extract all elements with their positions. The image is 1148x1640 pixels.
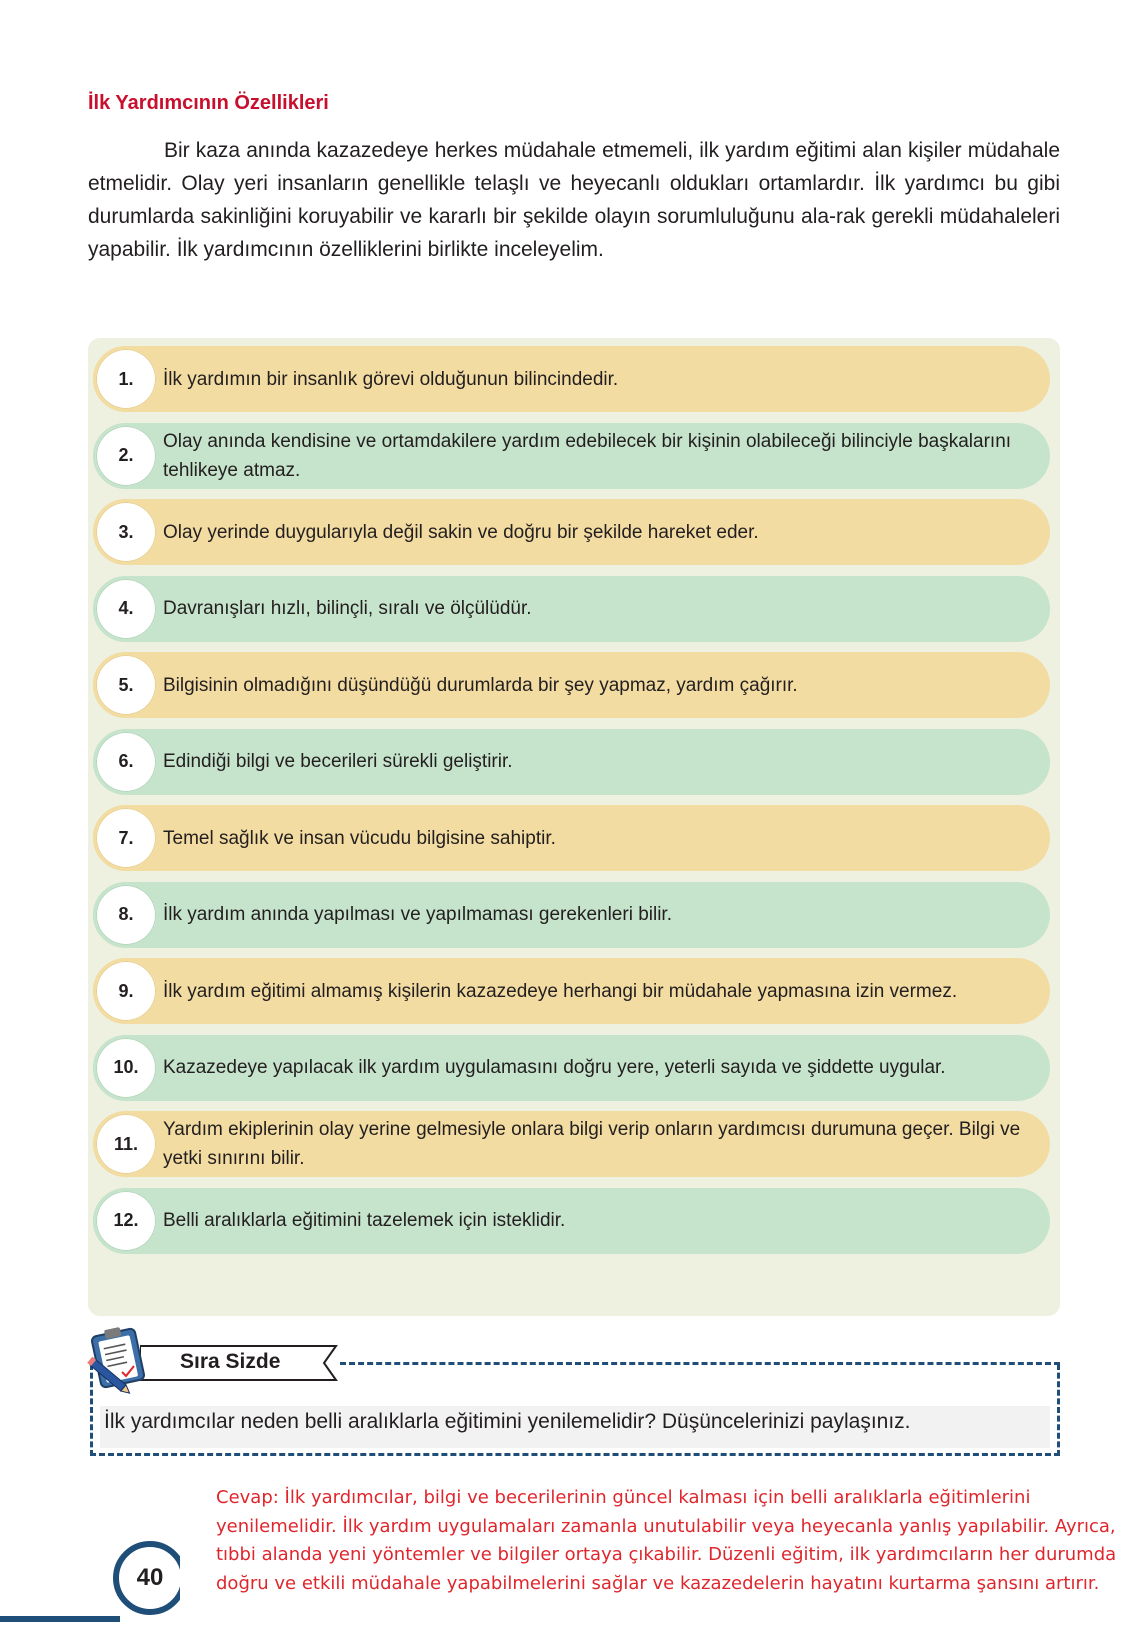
item-text: İlk yardım eğitimi almamış kişilerin kazazedeye herhangi bir müdahale yapmasına izin vermez. [163, 980, 958, 1002]
sira-sizde-top-border [340, 1362, 1060, 1365]
item-text: Kazazedeye yapılacak ilk yardım uygulamasını doğru yere, yeterli sayıda ve şiddette uygular. [163, 1057, 946, 1078]
item-number: 7. [93, 805, 159, 871]
clipboard-pencil-icon [84, 1322, 160, 1398]
page-number: 40 [136, 1564, 164, 1591]
item-text: Davranışları hızlı, bilinçli, sıralı ve ölçülüdür. [163, 598, 532, 619]
item-text: Olay yerinde duygularıyla değil sakin ve doğru bir şekilde hareket eder. [163, 521, 759, 543]
item-number: 11. [93, 1111, 159, 1177]
item-text: İlk yardım anında yapılması ve yapılmaması gerekenleri bilir. [163, 904, 672, 925]
item-text: Yardım ekiplerinin olay yerine gelmesiyle onlara bilgi verip onların yardımcısı durumuna geçer. Bilgi ve yetki sınırını bilir. [163, 1119, 1021, 1169]
intro-paragraph: Bir kaza anında kazazedeye herkes müdahale etmemeli, ilk yardım eğitimi alan kişiler müdahale etmelidir. Olay yeri insanların genellikle telaşlı ve heyecanlı oldukları ortamlardır. İlk yardımcı bu gibi durumlarda sakinliğini koruyabilir ve kararlı bir şekilde olayın sorumluluğunu ala-rak gerekli müdahaleleri yapabilir. İlk yardımcının özelliklerini birlikte inceleyelim. [88, 139, 1060, 261]
item-text: İlk yardımın bir insanlık görevi olduğunun bilincindedir. [163, 368, 619, 390]
item-text: Belli aralıklarla eğitimini tazelemek için isteklidir. [163, 1210, 566, 1231]
list-item [93, 423, 1050, 489]
item-number: 8. [93, 882, 159, 948]
sira-sizde-question: İlk yardımcılar neden belli aralıklarla eğitimini yenilemelidir? Düşüncelerinizi paylaşınız. [104, 1410, 911, 1433]
item-number: 3. [93, 499, 159, 565]
item-text: Edindiği bilgi ve becerileri sürekli geliştirir. [163, 751, 513, 772]
item-number: 5. [93, 652, 159, 718]
list-item [93, 576, 1050, 642]
item-text: Temel sağlık ve insan vücudu bilgisine sahiptir. [163, 827, 556, 849]
properties-panel [88, 338, 1060, 1316]
item-number: 2. [93, 423, 159, 489]
item-number: 12. [93, 1188, 159, 1254]
item-text: Olay anında kendisine ve ortamdakilere yardım edebilecek bir kişinin olabileceği bilinciyle başkalarını tehlikeye atmaz. [163, 430, 1012, 481]
item-number: 9. [93, 958, 159, 1024]
list-item [93, 1111, 1050, 1177]
sira-sizde-label: Sıra Sizde [180, 1350, 281, 1373]
list-item [93, 1188, 1050, 1254]
item-number: 1. [93, 346, 159, 412]
list-item [93, 958, 1050, 1024]
list-item [93, 729, 1050, 795]
list-item [93, 346, 1050, 412]
item-text: Bilgisinin olmadığını düşündüğü durumlarda bir şey yapmaz, yardım çağırır. [163, 674, 798, 696]
item-number: 10. [93, 1035, 159, 1101]
answer-text: Cevap: İlk yardımcılar, bilgi ve becerilerinin güncel kalması için belli aralıklarla eğitimlerini yenilemelidir. İlk yardım uygulamaları zamanla unutulabilir veya heyecanla yanlış yapılabilir. Ayrıca, tıbbi alanda yeni yöntemler ve bilgiler ortaya çıkabilir. Düzenli eğitim, ilk yardımcıların her durumda doğru ve etkili müdahale yapabilmelerini sağlar ve kazazedelerin hayatını kurtarma şansını artırır. [216, 1487, 1117, 1594]
list-item [93, 652, 1050, 718]
list-item [93, 805, 1050, 871]
list-item [93, 1035, 1050, 1101]
list-item [93, 499, 1050, 565]
section-title: İlk Yardımcının Özellikleri [88, 92, 329, 114]
list-item [93, 882, 1050, 948]
item-number: 6. [93, 729, 159, 795]
item-number: 4. [93, 576, 159, 642]
